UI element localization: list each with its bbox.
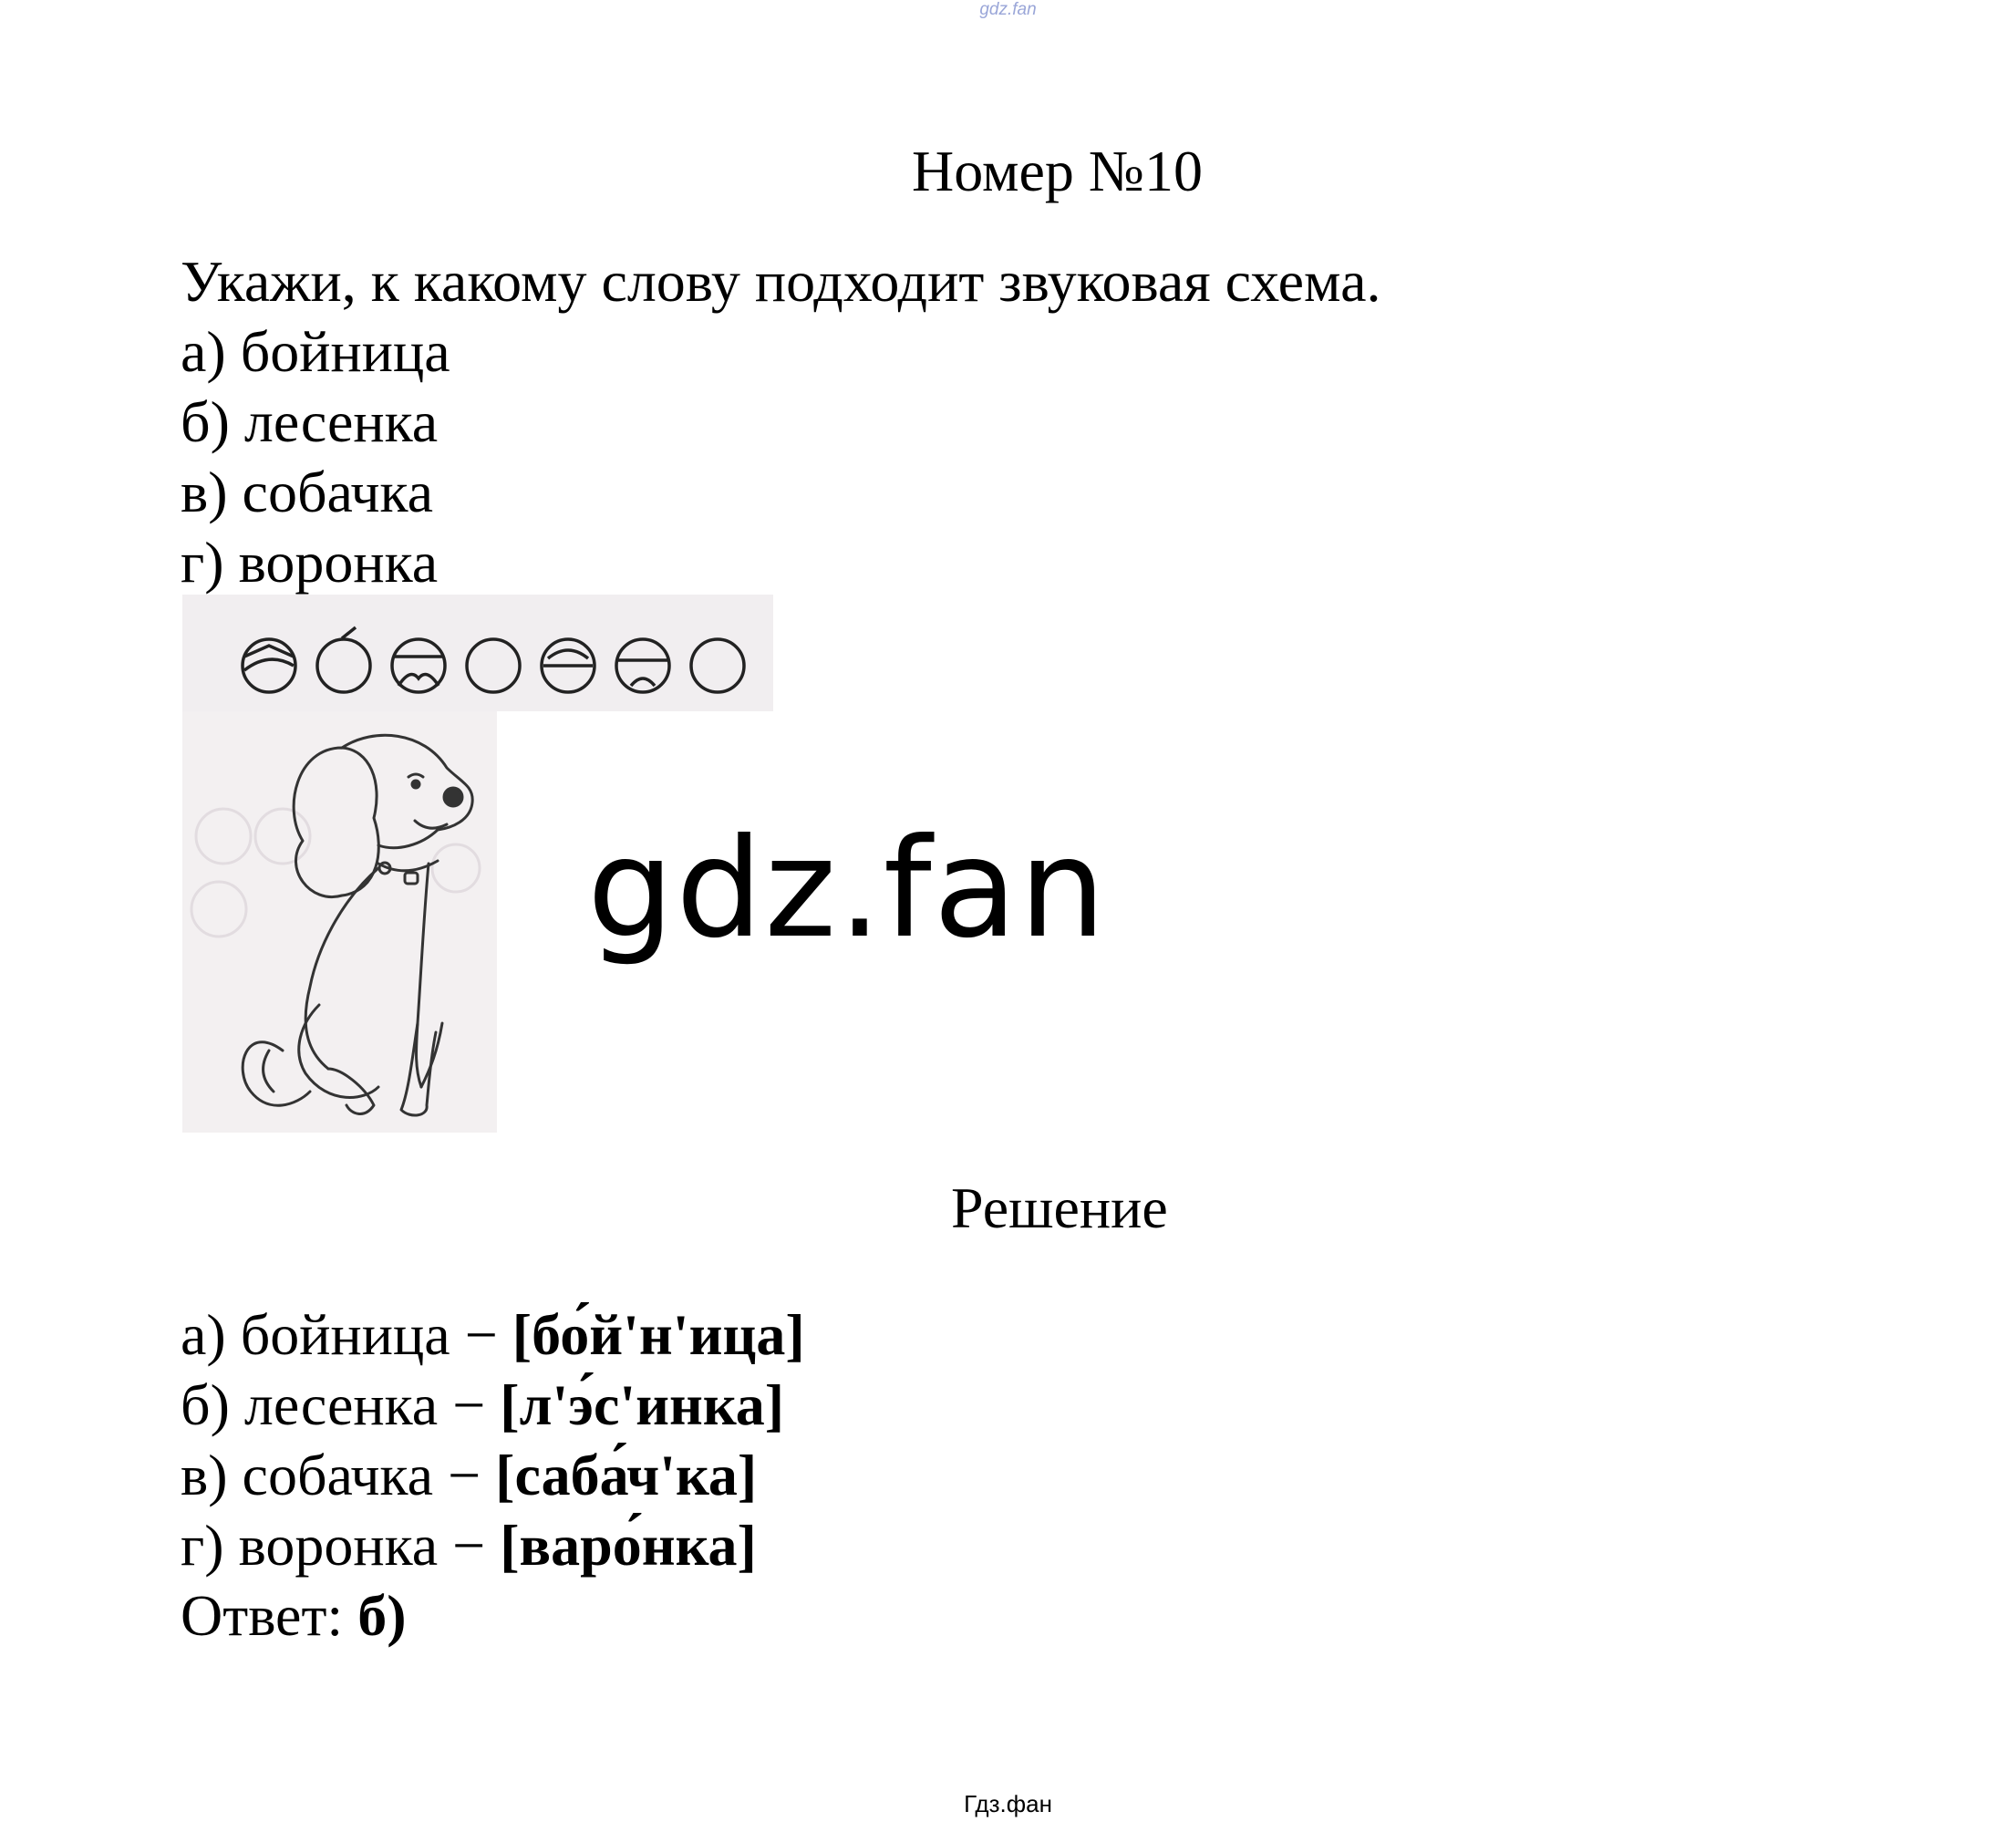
task-question: Укажи, к какому слову подходит звуковая схема.: [181, 249, 1381, 314]
solution-line: [181, 1299, 805, 1370]
solution-title: Решение: [951, 1175, 1168, 1240]
task-option: б) лесенка: [181, 389, 439, 454]
solution-transcription: [бо́й'н'ица]: [512, 1302, 805, 1367]
site-watermark: gdz.fan: [587, 810, 1108, 968]
task-option: а) бойница: [181, 319, 450, 384]
solution-word: г) воронка −: [181, 1513, 501, 1578]
task-option: г) воронка: [181, 530, 439, 595]
page-title: Номер №10: [912, 139, 1203, 203]
solution-word: в) собачка −: [181, 1443, 496, 1507]
dog-background: [182, 711, 497, 1133]
solution-transcription: [саба́ч'ка]: [495, 1443, 758, 1507]
bottom-watermark: Гдз.фан: [964, 1790, 1052, 1817]
task-block: [181, 246, 1381, 597]
solution-word: б) лесенка −: [181, 1372, 501, 1437]
solution-line: [181, 1370, 805, 1440]
top-watermark: gdz.fan: [979, 0, 1037, 19]
task-option: в) собачка: [181, 460, 434, 524]
solution-block: [181, 1299, 805, 1651]
answer-value: б): [357, 1583, 407, 1648]
solution-line: [181, 1440, 805, 1510]
solution-line: [181, 1510, 805, 1580]
scheme-background: [182, 595, 773, 711]
solution-word: а) бойница −: [181, 1302, 512, 1367]
answer-label: Ответ:: [181, 1583, 358, 1648]
solution-transcription: [л'э́с'инка]: [500, 1372, 785, 1437]
answer-line: [181, 1580, 805, 1651]
solution-transcription: [варо́нка]: [500, 1513, 757, 1578]
